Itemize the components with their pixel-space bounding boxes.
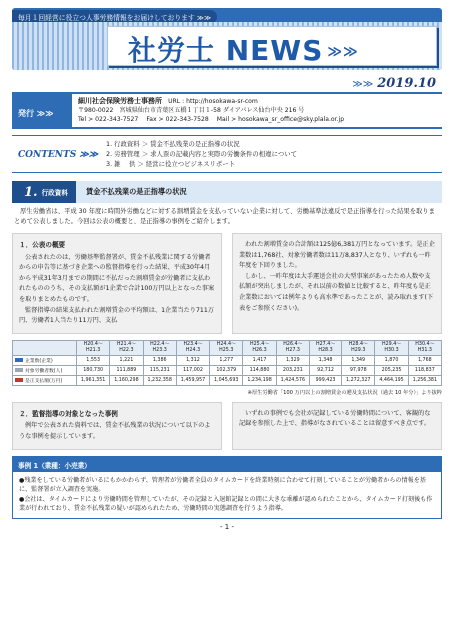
issuer-block	[12, 92, 442, 129]
row-label-text: 企業数(企業)	[25, 358, 53, 364]
table-cell: 203,231	[276, 365, 309, 375]
year-header: H27.4～ H28.3	[309, 340, 341, 355]
year-header: H22.4～ H23.3	[143, 340, 176, 355]
table-cell: 1,348	[309, 355, 341, 365]
table-cell: 111,889	[110, 365, 143, 375]
table-cell: 205,235	[375, 365, 408, 375]
case-title: 事例 1（業種：小売業）	[12, 456, 442, 472]
table-corner	[13, 340, 77, 355]
header-banner	[12, 8, 442, 70]
table-cell: 97,978	[342, 365, 375, 375]
case-body	[12, 472, 442, 519]
year-header: H24.4～ H25.3	[210, 340, 243, 355]
table-cell: 1,870	[375, 355, 408, 365]
table-cell: 115,231	[143, 365, 176, 375]
row-label	[13, 365, 77, 375]
table-source-note: ※厚生労働省「100 万円以上の割増賃金の遡及支払状況（過去 10 年分）」より抜粋	[247, 389, 442, 396]
table-cell: 1,160,298	[110, 375, 143, 385]
table-cell: 1,768	[408, 355, 441, 365]
table-cell: 999,423	[309, 375, 341, 385]
contents-item[interactable]: 2. 労務管理 ＞ 求人票の記載内容と実際の労働条件の相違について	[106, 150, 297, 158]
overview-heading: １．公表の概要	[19, 241, 66, 249]
table-cell: 114,880	[243, 365, 276, 375]
section-number-tab	[14, 181, 76, 203]
legend-swatch-icon	[15, 368, 23, 372]
examples-box-right	[232, 402, 442, 450]
table-cell: 4,464,195	[375, 375, 408, 385]
contents-item[interactable]: 1. 行政資料 ＞ 賃金不払残業の是正指導の状況	[106, 140, 240, 148]
section-number: 1.	[24, 184, 38, 200]
table-cell: 1,553	[77, 355, 110, 365]
year-header: H25.4～ H26.3	[243, 340, 276, 355]
table-cell: 92,712	[309, 365, 341, 375]
table-cell: 1,329	[276, 355, 309, 365]
office-name: 細川社会保険労務士事務所	[78, 97, 162, 105]
examples-columns	[12, 402, 442, 450]
overview-paragraph: われた割増賃金の合計額は125億6,381万円となっています。是正企業数は1,768社、対象労働者数は11万8,837人となり、いずれも一昨年度を下回りました。	[239, 241, 435, 270]
table-cell: 1,045,693	[210, 375, 243, 385]
overview-columns	[12, 233, 442, 334]
table-cell: 1,232,358	[143, 375, 176, 385]
table-cell: 1,234,198	[243, 375, 276, 385]
header-tagline: 毎月１回経営に役立つ人事労務情報をお届けしております ≫≫	[12, 10, 217, 24]
table-cell: 118,837	[408, 365, 441, 375]
table-cell: 1,272,327	[342, 375, 375, 385]
year-header: H21.4～ H22.3	[110, 340, 143, 355]
office-address: 〒980-0022 宮城県仙台市青葉区五橋１丁目１-58 ダイアパレス仙台中央 216 号	[78, 107, 305, 114]
table-cell: 1,312	[176, 355, 209, 365]
section-header	[12, 181, 442, 203]
table-row	[13, 365, 442, 375]
examples-heading: ２．監督指導の対象となった事例	[19, 409, 118, 418]
table-cell: 1,424,576	[276, 375, 309, 385]
examples-paragraph: 例年で公表された資料では、賃金不払残業の状況について以下のような事例を提示しています。	[19, 422, 211, 440]
year-header: H30.4～ H31.3	[408, 340, 441, 355]
issuer-label: 発行 ≫≫	[12, 94, 72, 127]
office-mail[interactable]: Mail > hosokawa_sr_office@sky.plala.or.jp	[216, 116, 345, 123]
row-label	[13, 355, 77, 365]
case-line: ●残業をしている労働者がいるにもかかわらず、管理者が労働者全員のタイムカードを終業時刻に合わせて打刻していることが労働者からの情報を基に、監督署が立入調査を実施。	[19, 476, 426, 494]
table-cell: 1,349	[342, 355, 375, 365]
overview-box-left	[12, 233, 222, 334]
table-cell: 102,379	[210, 365, 243, 375]
table-cell: 117,002	[176, 365, 209, 375]
contents-item[interactable]: 3. 雑 供 ＞ 経営に役立つビジネスリポート	[106, 160, 236, 168]
overview-paragraph: 公表されたのは、労働基準監督署が、賃金不払残業に関する労働者からの申告等に基づき企業への監督指導を行った結果、平成30年4月から平成31年3月までの期間に不払だった割増賃金が労働者に支払われたもののうち、その支払額が1企業で合計100万円以上となった事案を取りまとめたものです。	[19, 253, 215, 303]
office-fax: Fax > 022-343-7528	[146, 116, 209, 123]
logo-text: 社労士 NEWS	[128, 34, 324, 67]
office-phone: Tel > 022-343-7527	[78, 116, 139, 123]
year-header: H20.4～ H21.3	[77, 340, 110, 355]
overview-paragraph: しかし、一昨年度は大手運送会社の大型事案があったため人数や支払額が突出しましたが、それ以前の数値と比較すると、昨年度も是正企業数においては例年よりも高水準であったことが、読み取れます(下表をご参照ください)。	[239, 272, 434, 312]
legend-swatch-icon	[15, 378, 23, 382]
row-label-text: 対象労働者数(人)	[25, 368, 63, 374]
chevron-icon: ≫≫	[352, 79, 374, 90]
overview-paragraph: 監督指導の結果支払われた割増賃金の平均額は、1企業当たり711万円、労働者1人当たり11万円、支払	[19, 306, 214, 325]
table-header-row	[13, 340, 442, 355]
statistics-table	[12, 340, 442, 386]
section-tag: 行政資料	[41, 189, 68, 197]
section-title: 賃金不払残業の是正指導の状況	[85, 187, 187, 196]
page-number: - 1 -	[220, 522, 234, 531]
row-label-text: 是正支払額(万円)	[25, 378, 63, 384]
row-label	[13, 375, 77, 385]
office-url[interactable]: URL : http://hosokawa-sr-com	[168, 98, 258, 105]
table-cell: 180,730	[77, 365, 110, 375]
overview-box-right	[232, 233, 442, 334]
table-cell: 1,256,381	[408, 375, 441, 385]
issue-date: 2019.10	[377, 76, 436, 91]
year-header: H28.4～ H29.3	[342, 340, 375, 355]
year-header: H29.4～ H30.3	[375, 340, 408, 355]
case-line: ●会社は、タイムカードにより労働時間を管理していたが、その記録と入退館記録との間に大きな乖離が認められたことから、タイムカード打刻後も作業が行われており、賃金不払残業の疑いが認められたため、労働時間の実態調査を行うよう指導。	[19, 495, 433, 513]
logo-arrows-icon: ≫≫	[327, 44, 359, 60]
newsletter-logo	[128, 29, 359, 69]
section-intro: 厚生労働省は、平成 30 年度に時間外労働などに対する割増賃金を支払っていない企業に対して、労働基準法違反で是正指導を行った結果を取りまとめて公表しました。今回は公表の概要と、是正指導の事例をご紹介します。	[14, 208, 435, 225]
logo-box	[107, 26, 437, 66]
table-cell: 1,961,351	[77, 375, 110, 385]
table-cell: 1,459,957	[176, 375, 209, 385]
examples-paragraph: いずれの事例でも会社が記録している労働時間について、客観的な記録を参照した上で、指導がなされていることは留意すべき点です。	[239, 409, 431, 428]
table-cell: 1,417	[243, 355, 276, 365]
table-cell: 1,221	[110, 355, 143, 365]
issuer-details	[72, 94, 442, 127]
contents-block	[12, 135, 442, 173]
year-header: H23.4～ H24.3	[176, 340, 209, 355]
issue-date-row	[12, 72, 442, 90]
table-cell: 1,386	[143, 355, 176, 365]
table-row	[13, 355, 442, 365]
examples-box-left	[12, 402, 222, 450]
contents-list	[102, 136, 442, 172]
table-row	[13, 375, 442, 385]
contents-label: CONTENTS ≫≫	[18, 150, 99, 160]
table-cell: 1,277	[210, 355, 243, 365]
legend-swatch-icon	[15, 358, 23, 362]
year-header: H26.4～ H27.3	[276, 340, 309, 355]
